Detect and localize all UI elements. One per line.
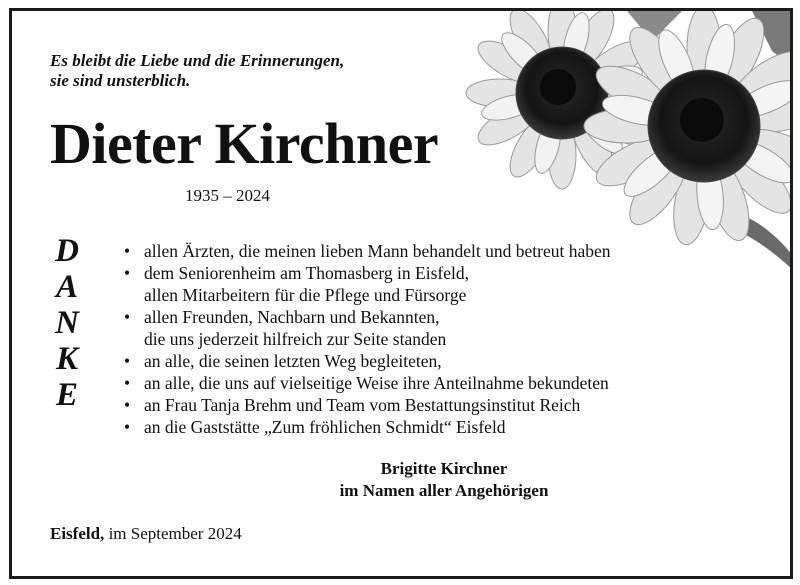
motto-quote: Es bleibt die Liebe und die Erinnerungen, sie sind unsterblich. xyxy=(50,51,345,90)
deceased-name: Dieter Kirchner xyxy=(50,111,439,176)
danke-letter: K xyxy=(55,341,78,377)
list-item: • an alle, die uns auf vielseitige Weise ihre Anteilnahme bekundeten xyxy=(116,372,611,394)
danke-letter: E xyxy=(55,377,78,413)
list-item: • an die Gaststätte „Zum fröhlichen Schmidt“ Eisfeld xyxy=(116,416,611,438)
danke-letter: D xyxy=(55,233,79,269)
list-item: • an alle, die seinen letzten Weg begleiteten, xyxy=(116,350,611,372)
danke-letter: A xyxy=(55,269,78,305)
obituary-frame xyxy=(9,8,793,579)
danke-vertical-word xyxy=(52,233,82,413)
list-item: • allen Ärzten, die meinen lieben Mann behandelt und betreut haben xyxy=(116,240,611,262)
place-town: Eisfeld, xyxy=(50,524,105,543)
place-and-date xyxy=(50,524,242,544)
place-date: im September 2024 xyxy=(108,524,242,543)
thanks-list xyxy=(116,240,611,438)
danke-letter: N xyxy=(55,305,79,341)
life-years: 1935 – 2024 xyxy=(185,186,270,205)
list-item: • allen Freunden, Nachbarn und Bekannten, die uns jederzeit hilfreich zur Seite standen xyxy=(116,306,611,350)
list-item: • an Frau Tanja Brehm und Team vom Bestattungsinstitut Reich xyxy=(116,394,611,416)
list-item: • dem Seniorenheim am Thomasberg in Eisfeld, allen Mitarbeitern für die Pflege und Fürsorge xyxy=(116,262,611,306)
signer-relation: im Namen aller Angehörigen xyxy=(339,481,549,500)
signer-name: Brigitte Kirchner xyxy=(380,459,508,478)
